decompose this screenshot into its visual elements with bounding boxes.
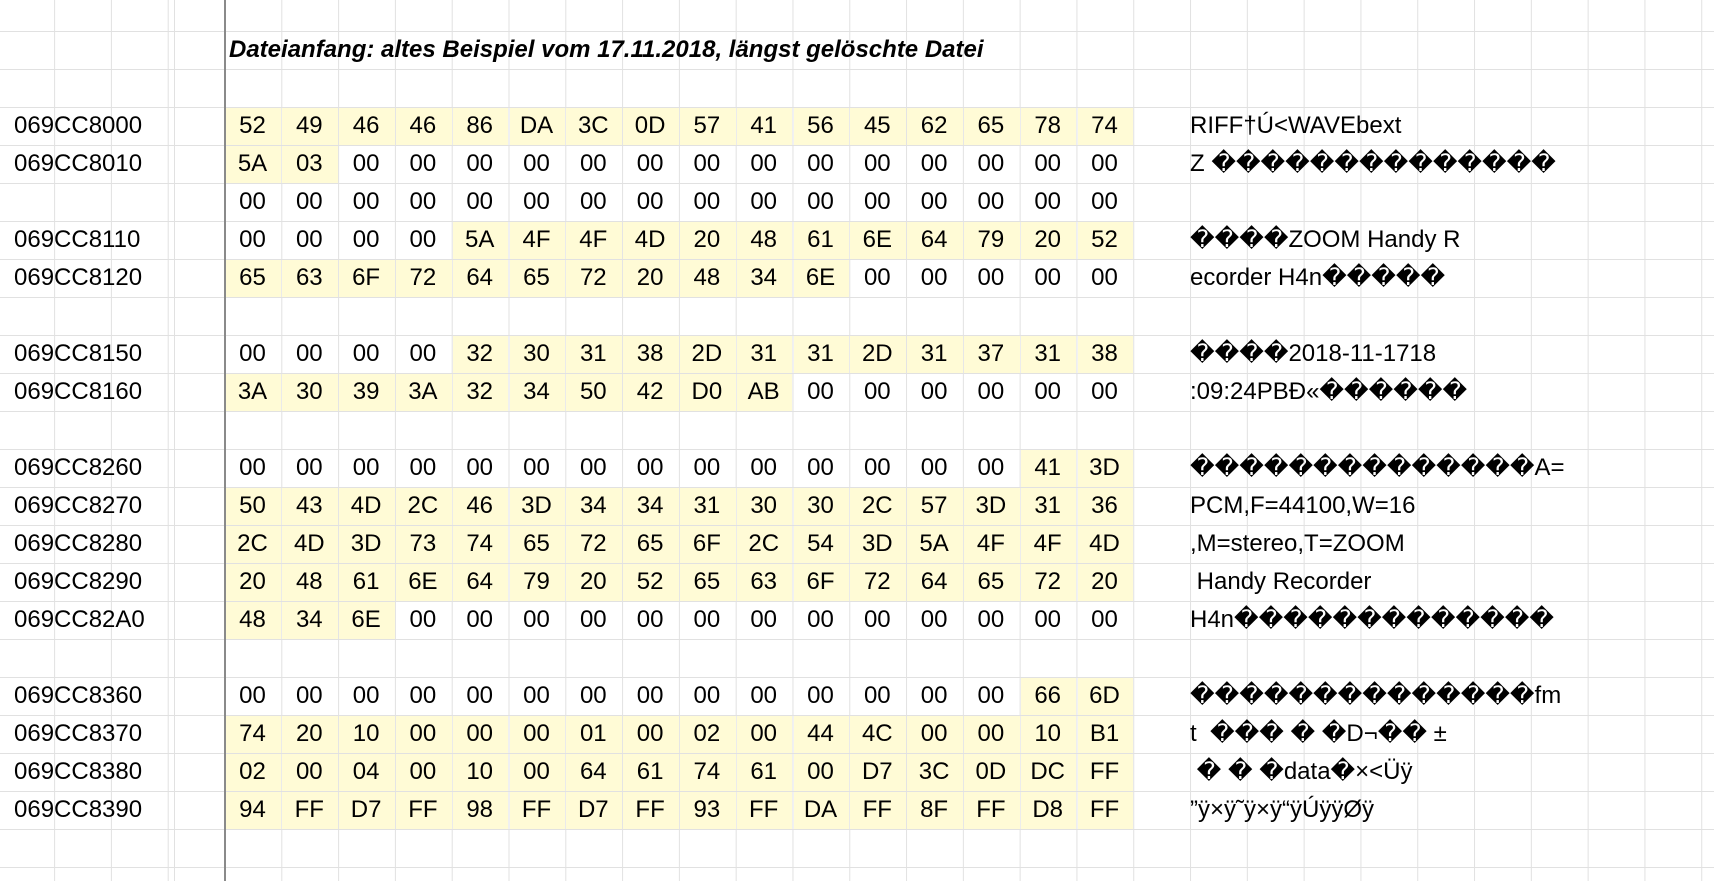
hex-byte-cell[interactable]: 3C (918, 758, 950, 785)
hex-byte-cell[interactable]: 0D (975, 758, 1007, 785)
hex-byte-cell[interactable]: 45 (863, 112, 891, 139)
hex-byte-cell[interactable]: FF (749, 796, 779, 823)
hex-byte-cell[interactable]: 31 (1034, 340, 1062, 367)
hex-byte-cell[interactable]: 2D (691, 340, 723, 367)
hex-byte-cell[interactable]: 72 (863, 568, 891, 595)
hex-byte-cell[interactable]: 2D (861, 340, 893, 367)
hex-byte-cell[interactable]: 02 (693, 720, 721, 747)
hex-byte-cell[interactable]: 00 (239, 340, 266, 367)
hex-byte-cell[interactable]: 00 (636, 188, 664, 215)
hex-byte-cell[interactable]: 48 (239, 606, 266, 633)
hex-byte-cell[interactable]: 00 (977, 720, 1005, 747)
ascii-preview[interactable]: ��������������fm (1190, 682, 1562, 709)
row-address[interactable]: 069CC8150 (14, 340, 143, 367)
ascii-preview[interactable]: ��������������A= (1190, 454, 1565, 481)
hex-byte-cell[interactable]: 74 (239, 720, 266, 747)
hex-byte-cell[interactable]: 8F (920, 796, 949, 823)
hex-byte-cell[interactable]: 4F (1033, 530, 1062, 557)
hex-byte-cell[interactable]: 32 (466, 378, 494, 405)
hex-byte-cell[interactable]: 00 (750, 150, 778, 177)
hex-byte-cell[interactable]: 63 (750, 568, 778, 595)
hex-byte-cell[interactable]: 3A (237, 378, 268, 405)
hex-byte-cell[interactable]: DC (1030, 758, 1066, 785)
hex-byte-cell[interactable]: 61 (750, 758, 778, 785)
row-address[interactable]: 069CC8160 (14, 378, 143, 405)
ascii-preview[interactable]: t ��� � �D¬�� ± (1190, 720, 1447, 747)
hex-byte-cell[interactable]: 00 (523, 150, 550, 177)
hex-byte-cell[interactable]: 00 (750, 188, 778, 215)
hex-byte-cell[interactable]: 00 (977, 606, 1005, 633)
ascii-preview[interactable]: ecorder H4n����� (1190, 264, 1446, 291)
hex-byte-cell[interactable]: 00 (977, 188, 1005, 215)
hex-byte-cell[interactable]: 61 (352, 568, 380, 595)
ascii-preview[interactable]: H4n������������� (1190, 606, 1554, 633)
hex-byte-cell[interactable]: 42 (636, 378, 664, 405)
hex-byte-cell[interactable]: 30 (295, 378, 323, 405)
hex-byte-cell[interactable]: 65 (636, 530, 664, 557)
ascii-preview[interactable]: ,M=stereo,T=ZOOM (1190, 530, 1405, 557)
hex-byte-cell[interactable]: 44 (807, 720, 834, 747)
hex-byte-cell[interactable]: 3D (350, 530, 382, 557)
hex-byte-cell[interactable]: 00 (352, 340, 380, 367)
hex-byte-cell[interactable]: AB (747, 378, 780, 405)
row-address[interactable]: 069CC8110 (14, 226, 141, 253)
hex-byte-cell[interactable]: 00 (352, 682, 380, 709)
hex-byte-cell[interactable]: 72 (1034, 568, 1062, 595)
hex-byte-cell[interactable]: 00 (466, 188, 494, 215)
hex-byte-cell[interactable]: 00 (295, 682, 323, 709)
hex-byte-cell[interactable]: 4D (634, 226, 666, 253)
row-address[interactable]: 069CC8000 (14, 112, 143, 139)
hex-byte-cell[interactable]: 6E (351, 606, 381, 633)
hex-byte-cell[interactable]: 00 (352, 454, 380, 481)
hex-byte-cell[interactable]: 74 (466, 530, 494, 557)
hex-byte-cell[interactable]: 00 (636, 150, 664, 177)
hex-byte-cell[interactable]: 00 (693, 606, 721, 633)
row-address[interactable]: 069CC82A0 (14, 606, 145, 633)
ascii-preview[interactable]: Handy Recorder (1190, 568, 1372, 595)
hex-byte-cell[interactable]: 00 (750, 720, 778, 747)
ascii-preview[interactable]: RIFF†Ú<WAVEbext (1190, 112, 1402, 139)
row-address[interactable]: 069CC8360 (14, 682, 143, 709)
hex-byte-cell[interactable]: 3D (521, 492, 552, 519)
hex-byte-cell[interactable]: 00 (977, 150, 1005, 177)
hex-byte-cell[interactable]: 34 (636, 492, 664, 519)
hex-byte-cell[interactable]: 00 (1034, 378, 1062, 405)
hex-byte-cell[interactable]: 57 (693, 112, 721, 139)
hex-byte-cell[interactable]: 48 (295, 568, 323, 595)
hex-byte-cell[interactable]: 20 (579, 568, 607, 595)
hex-byte-cell[interactable]: 72 (579, 264, 607, 291)
hex-byte-cell[interactable]: 30 (523, 340, 550, 367)
row-address[interactable]: 069CC8290 (14, 568, 143, 595)
hex-byte-cell[interactable]: D7 (577, 796, 609, 823)
hex-byte-cell[interactable]: 01 (579, 720, 607, 747)
ascii-preview[interactable]: ”ÿ×ÿ˜ÿ×ÿ“ÿÚÿÿØÿ (1190, 796, 1375, 823)
hex-byte-cell[interactable]: 00 (409, 758, 437, 785)
hex-byte-cell[interactable]: 04 (352, 758, 380, 785)
hex-byte-cell[interactable]: 65 (977, 568, 1005, 595)
hex-byte-cell[interactable]: 4F (579, 226, 608, 253)
hex-byte-cell[interactable]: 00 (863, 188, 891, 215)
hex-byte-cell[interactable]: 00 (920, 150, 948, 177)
hex-byte-cell[interactable]: FF (521, 796, 552, 823)
hex-byte-cell[interactable]: 00 (239, 454, 266, 481)
hex-byte-cell[interactable]: 4D (350, 492, 382, 519)
hex-byte-cell[interactable]: 2C (237, 530, 268, 557)
hex-byte-cell[interactable]: 94 (239, 796, 266, 823)
hex-byte-cell[interactable]: 00 (807, 188, 834, 215)
hex-byte-cell[interactable]: 73 (409, 530, 437, 557)
hex-byte-cell[interactable]: 00 (920, 378, 948, 405)
hex-byte-cell[interactable]: 00 (295, 188, 323, 215)
hex-byte-cell[interactable]: 61 (636, 758, 664, 785)
hex-byte-cell[interactable]: 5A (237, 150, 268, 177)
hex-byte-cell[interactable]: 10 (1034, 720, 1062, 747)
hex-byte-cell[interactable]: FF (294, 796, 324, 823)
hex-byte-cell[interactable]: 46 (352, 112, 380, 139)
hex-byte-cell[interactable]: 34 (579, 492, 607, 519)
hex-byte-cell[interactable]: FF (976, 796, 1006, 823)
hex-byte-cell[interactable]: FF (635, 796, 665, 823)
hex-byte-cell[interactable]: 00 (523, 758, 550, 785)
hex-byte-cell[interactable]: 00 (523, 606, 550, 633)
hex-byte-cell[interactable]: 49 (295, 112, 323, 139)
hex-byte-cell[interactable]: 65 (693, 568, 721, 595)
hex-byte-cell[interactable]: 3D (975, 492, 1007, 519)
hex-byte-cell[interactable]: 00 (466, 606, 494, 633)
hex-byte-cell[interactable]: 00 (1091, 378, 1118, 405)
hex-byte-cell[interactable]: 30 (807, 492, 834, 519)
hex-byte-cell[interactable]: 3A (408, 378, 438, 405)
ascii-preview[interactable]: � � �data�×<Üÿ (1190, 758, 1413, 785)
hex-byte-cell[interactable]: 00 (807, 378, 834, 405)
ascii-preview[interactable]: Z �������������� (1190, 150, 1556, 177)
hex-byte-cell[interactable]: 37 (977, 340, 1005, 367)
hex-byte-cell[interactable]: 52 (1091, 226, 1118, 253)
hex-byte-cell[interactable]: 3D (861, 530, 893, 557)
hex-byte-cell[interactable]: 65 (523, 264, 550, 291)
hex-byte-cell[interactable]: 00 (409, 454, 437, 481)
hex-byte-cell[interactable]: 48 (693, 264, 721, 291)
hex-byte-cell[interactable]: FF (408, 796, 438, 823)
hex-byte-cell[interactable]: 00 (636, 454, 664, 481)
ascii-preview[interactable]: ����2018-11-1718 (1190, 340, 1437, 367)
hex-byte-cell[interactable]: 00 (1091, 188, 1118, 215)
hex-byte-cell[interactable]: 00 (466, 720, 494, 747)
hex-byte-cell[interactable]: 00 (636, 682, 664, 709)
hex-byte-cell[interactable]: D0 (691, 378, 723, 405)
hex-byte-cell[interactable]: 61 (807, 226, 834, 253)
hex-byte-cell[interactable]: 50 (239, 492, 266, 519)
hex-byte-cell[interactable]: 00 (466, 150, 494, 177)
hex-byte-cell[interactable]: 00 (807, 758, 834, 785)
hex-byte-cell[interactable]: 72 (579, 530, 607, 557)
hex-byte-cell[interactable]: 00 (1034, 264, 1062, 291)
hex-byte-cell[interactable]: 6E (408, 568, 438, 595)
row-address[interactable]: 069CC8280 (14, 530, 143, 557)
hex-byte-cell[interactable]: 00 (693, 188, 721, 215)
hex-byte-cell[interactable]: FF (862, 796, 892, 823)
hex-byte-cell[interactable]: 54 (807, 530, 834, 557)
hex-byte-cell[interactable]: 00 (750, 682, 778, 709)
hex-byte-cell[interactable]: 38 (636, 340, 664, 367)
row-address[interactable]: 069CC8390 (14, 796, 143, 823)
hex-byte-cell[interactable]: 00 (579, 606, 607, 633)
row-address[interactable]: 069CC8260 (14, 454, 143, 481)
hex-byte-cell[interactable]: 62 (920, 112, 948, 139)
hex-byte-cell[interactable]: 64 (466, 568, 494, 595)
hex-byte-cell[interactable]: 50 (579, 378, 607, 405)
hex-byte-cell[interactable]: 00 (920, 606, 948, 633)
hex-byte-cell[interactable]: 00 (239, 682, 266, 709)
sheet-title[interactable]: Dateianfang: altes Beispiel vom 17.11.2018, längst gelöschte Datei (229, 36, 984, 63)
hex-byte-cell[interactable]: 4D (1089, 530, 1120, 557)
column-divider (174, 0, 175, 881)
hex-byte-cell[interactable]: 2C (407, 492, 439, 519)
hex-byte-cell[interactable]: 52 (239, 112, 266, 139)
hex-byte-cell[interactable]: 57 (920, 492, 948, 519)
hex-byte-cell[interactable]: 00 (636, 606, 664, 633)
hex-byte-cell[interactable]: 00 (977, 454, 1005, 481)
hex-byte-cell[interactable]: 48 (750, 226, 778, 253)
hex-byte-cell[interactable]: 2C (861, 492, 893, 519)
hex-byte-cell[interactable]: D7 (350, 796, 382, 823)
hex-byte-cell[interactable]: 00 (579, 150, 607, 177)
hex-byte-cell[interactable]: 4F (522, 226, 551, 253)
hex-byte-cell[interactable]: D7 (861, 758, 893, 785)
hex-byte-cell[interactable]: 20 (1034, 226, 1062, 253)
hex-byte-cell[interactable]: 4C (861, 720, 893, 747)
hex-byte-cell[interactable]: 00 (693, 150, 721, 177)
hex-byte-cell[interactable]: 31 (1034, 492, 1062, 519)
hex-byte-cell[interactable]: 6F (692, 530, 721, 557)
hex-byte-cell[interactable]: 34 (295, 606, 323, 633)
hex-byte-cell[interactable]: 00 (977, 682, 1005, 709)
hex-byte-cell[interactable]: 00 (295, 454, 323, 481)
hex-byte-cell[interactable]: 00 (807, 454, 834, 481)
hex-byte-cell[interactable]: 00 (352, 150, 380, 177)
hex-byte-cell[interactable]: 98 (466, 796, 494, 823)
hex-byte-cell[interactable]: 03 (295, 150, 323, 177)
hex-byte-cell[interactable]: 00 (466, 454, 494, 481)
hex-byte-cell[interactable]: 43 (295, 492, 323, 519)
hex-byte-cell[interactable]: FF (1089, 796, 1120, 823)
hex-byte-cell[interactable]: 00 (1034, 150, 1062, 177)
hex-byte-cell[interactable]: 79 (523, 568, 550, 595)
hex-byte-cell[interactable]: 00 (693, 454, 721, 481)
hex-byte-cell[interactable]: 39 (352, 378, 380, 405)
hex-byte-cell[interactable]: 6D (1089, 682, 1120, 709)
ascii-preview[interactable]: :09:24PBÐ«������ (1190, 378, 1468, 405)
hex-byte-cell[interactable]: 00 (750, 454, 778, 481)
hex-byte-cell[interactable]: 64 (920, 568, 948, 595)
hex-byte-cell[interactable]: 5A (919, 530, 949, 557)
hex-byte-cell[interactable]: 00 (863, 682, 891, 709)
hex-byte-cell[interactable]: 34 (523, 378, 550, 405)
hex-byte-cell[interactable]: 00 (807, 606, 834, 633)
hex-byte-cell[interactable]: 00 (409, 188, 437, 215)
hex-byte-cell[interactable]: 56 (807, 112, 834, 139)
hex-byte-cell[interactable]: 20 (636, 264, 664, 291)
row-address[interactable]: 069CC8120 (14, 264, 143, 291)
hex-byte-cell[interactable]: 00 (920, 188, 948, 215)
hex-byte-cell[interactable]: 10 (466, 758, 494, 785)
hex-byte-cell[interactable]: 32 (466, 340, 494, 367)
hex-byte-cell[interactable]: 00 (409, 226, 437, 253)
hex-byte-cell[interactable]: 00 (239, 188, 266, 215)
hex-byte-cell[interactable]: 20 (1091, 568, 1118, 595)
hex-byte-cell[interactable]: B1 (1089, 720, 1120, 747)
hex-byte-cell[interactable]: 78 (1034, 112, 1062, 139)
hex-byte-cell[interactable]: 00 (579, 682, 607, 709)
hex-byte-cell[interactable]: 74 (1091, 112, 1118, 139)
hex-byte-cell[interactable]: 64 (920, 226, 948, 253)
ascii-preview[interactable]: PCM,F=44100,W=16 (1190, 492, 1416, 519)
hex-byte-cell[interactable]: 20 (693, 226, 721, 253)
hex-byte-cell[interactable]: DA (519, 112, 554, 139)
hex-byte-cell[interactable]: 46 (466, 492, 494, 519)
hex-byte-cell[interactable]: 31 (920, 340, 948, 367)
hex-byte-cell[interactable]: 52 (636, 568, 664, 595)
hex-byte-cell[interactable]: 31 (750, 340, 778, 367)
hex-byte-cell[interactable]: 31 (579, 340, 607, 367)
hex-byte-cell[interactable]: 00 (409, 606, 437, 633)
row-address[interactable]: 069CC8270 (14, 492, 143, 519)
hex-byte-cell[interactable]: 79 (977, 226, 1005, 253)
hex-byte-cell[interactable]: 36 (1091, 492, 1118, 519)
hex-byte-cell[interactable]: 00 (523, 454, 550, 481)
hex-byte-cell[interactable]: 00 (863, 378, 891, 405)
hex-byte-cell[interactable]: 64 (466, 264, 494, 291)
hex-byte-cell[interactable]: 00 (1091, 264, 1118, 291)
hex-byte-cell[interactable]: 00 (636, 720, 664, 747)
hex-byte-cell[interactable]: 00 (920, 264, 948, 291)
hex-byte-cell[interactable]: 00 (352, 226, 380, 253)
hex-byte-cell[interactable]: 00 (409, 720, 437, 747)
hex-byte-cell[interactable]: 00 (863, 454, 891, 481)
hex-byte-cell[interactable]: 6F (806, 568, 835, 595)
hex-byte-cell[interactable]: 6E (805, 264, 836, 291)
hex-byte-cell[interactable]: 00 (807, 150, 834, 177)
hex-byte-cell[interactable]: 00 (239, 226, 266, 253)
hex-byte-cell[interactable]: 00 (466, 682, 494, 709)
hex-byte-cell[interactable]: 00 (1091, 150, 1118, 177)
hex-byte-cell[interactable]: 6F (352, 264, 381, 291)
hex-byte-cell[interactable]: 00 (977, 264, 1005, 291)
hex-byte-cell[interactable]: 65 (523, 530, 550, 557)
hex-byte-cell[interactable]: 46 (409, 112, 437, 139)
hex-byte-cell[interactable]: 31 (807, 340, 834, 367)
hex-byte-cell[interactable]: 10 (352, 720, 380, 747)
hex-byte-cell[interactable]: 00 (523, 188, 550, 215)
hex-byte-cell[interactable]: 00 (579, 188, 607, 215)
hex-byte-cell[interactable]: 00 (409, 340, 437, 367)
hex-byte-cell[interactable]: D8 (1032, 796, 1064, 823)
hex-byte-cell[interactable]: 41 (750, 112, 778, 139)
hex-byte-cell[interactable]: 00 (863, 264, 891, 291)
hex-byte-cell[interactable]: 00 (523, 720, 550, 747)
hex-byte-cell[interactable]: 6E (862, 226, 892, 253)
row-address[interactable]: 069CC8010 (14, 150, 143, 177)
hex-byte-cell[interactable]: 66 (1034, 682, 1062, 709)
hex-byte-cell[interactable]: 00 (295, 340, 323, 367)
hex-byte-cell[interactable]: 93 (693, 796, 721, 823)
hex-byte-cell[interactable]: 0D (634, 112, 666, 139)
row-address[interactable]: 069CC8380 (14, 758, 143, 785)
hex-byte-cell[interactable]: 00 (579, 454, 607, 481)
hex-byte-cell[interactable]: DA (803, 796, 838, 823)
hex-byte-cell[interactable]: 72 (409, 264, 437, 291)
hex-byte-cell[interactable]: 64 (579, 758, 607, 785)
hex-byte-cell[interactable]: 2C (748, 530, 780, 557)
hex-byte-cell[interactable]: 4F (976, 530, 1005, 557)
hex-byte-cell[interactable]: 00 (352, 188, 380, 215)
hex-byte-cell[interactable]: 3D (1089, 454, 1120, 481)
hex-byte-cell[interactable]: 00 (295, 758, 323, 785)
hex-byte-cell[interactable]: 3C (577, 112, 609, 139)
hex-byte-cell[interactable]: 00 (1034, 188, 1062, 215)
hex-byte-cell[interactable]: 00 (863, 606, 891, 633)
hex-byte-cell[interactable]: 38 (1091, 340, 1118, 367)
hex-byte-cell[interactable]: 65 (977, 112, 1005, 139)
hex-byte-cell[interactable]: 20 (295, 720, 323, 747)
hex-byte-cell[interactable]: 00 (920, 720, 948, 747)
hex-byte-cell[interactable]: 00 (409, 150, 437, 177)
hex-byte-cell[interactable]: 30 (750, 492, 778, 519)
hex-byte-cell[interactable]: 63 (295, 264, 323, 291)
hex-byte-cell[interactable]: 00 (863, 150, 891, 177)
hex-byte-cell[interactable]: 86 (466, 112, 494, 139)
hex-byte-cell[interactable]: FF (1089, 758, 1120, 785)
hex-byte-cell[interactable]: 00 (807, 682, 834, 709)
hex-byte-cell[interactable]: 65 (239, 264, 266, 291)
hex-byte-cell[interactable]: 00 (295, 226, 323, 253)
row-address[interactable]: 069CC8370 (14, 720, 143, 747)
ascii-preview[interactable]: ����ZOOM Handy R (1190, 226, 1461, 253)
hex-byte-cell[interactable]: 00 (977, 378, 1005, 405)
hex-byte-cell[interactable]: 31 (693, 492, 721, 519)
hex-byte-cell[interactable]: 00 (1034, 606, 1062, 633)
hex-byte-cell[interactable]: 20 (239, 568, 266, 595)
hex-byte-cell[interactable]: 74 (693, 758, 721, 785)
hex-byte-cell[interactable]: 00 (750, 606, 778, 633)
hex-byte-cell[interactable]: 00 (920, 682, 948, 709)
hex-byte-cell[interactable]: 00 (523, 682, 550, 709)
hex-byte-cell[interactable]: 5A (465, 226, 495, 253)
hex-byte-cell[interactable]: 00 (409, 682, 437, 709)
hex-byte-cell[interactable]: 00 (920, 454, 948, 481)
hex-byte-cell[interactable]: 00 (693, 682, 721, 709)
hex-byte-cell[interactable]: 34 (750, 264, 778, 291)
hex-byte-cell[interactable]: 41 (1034, 454, 1062, 481)
hex-byte-cell[interactable]: 4D (293, 530, 325, 557)
hex-byte-cell[interactable]: 02 (239, 758, 266, 785)
hex-byte-cell[interactable]: 00 (1091, 606, 1118, 633)
